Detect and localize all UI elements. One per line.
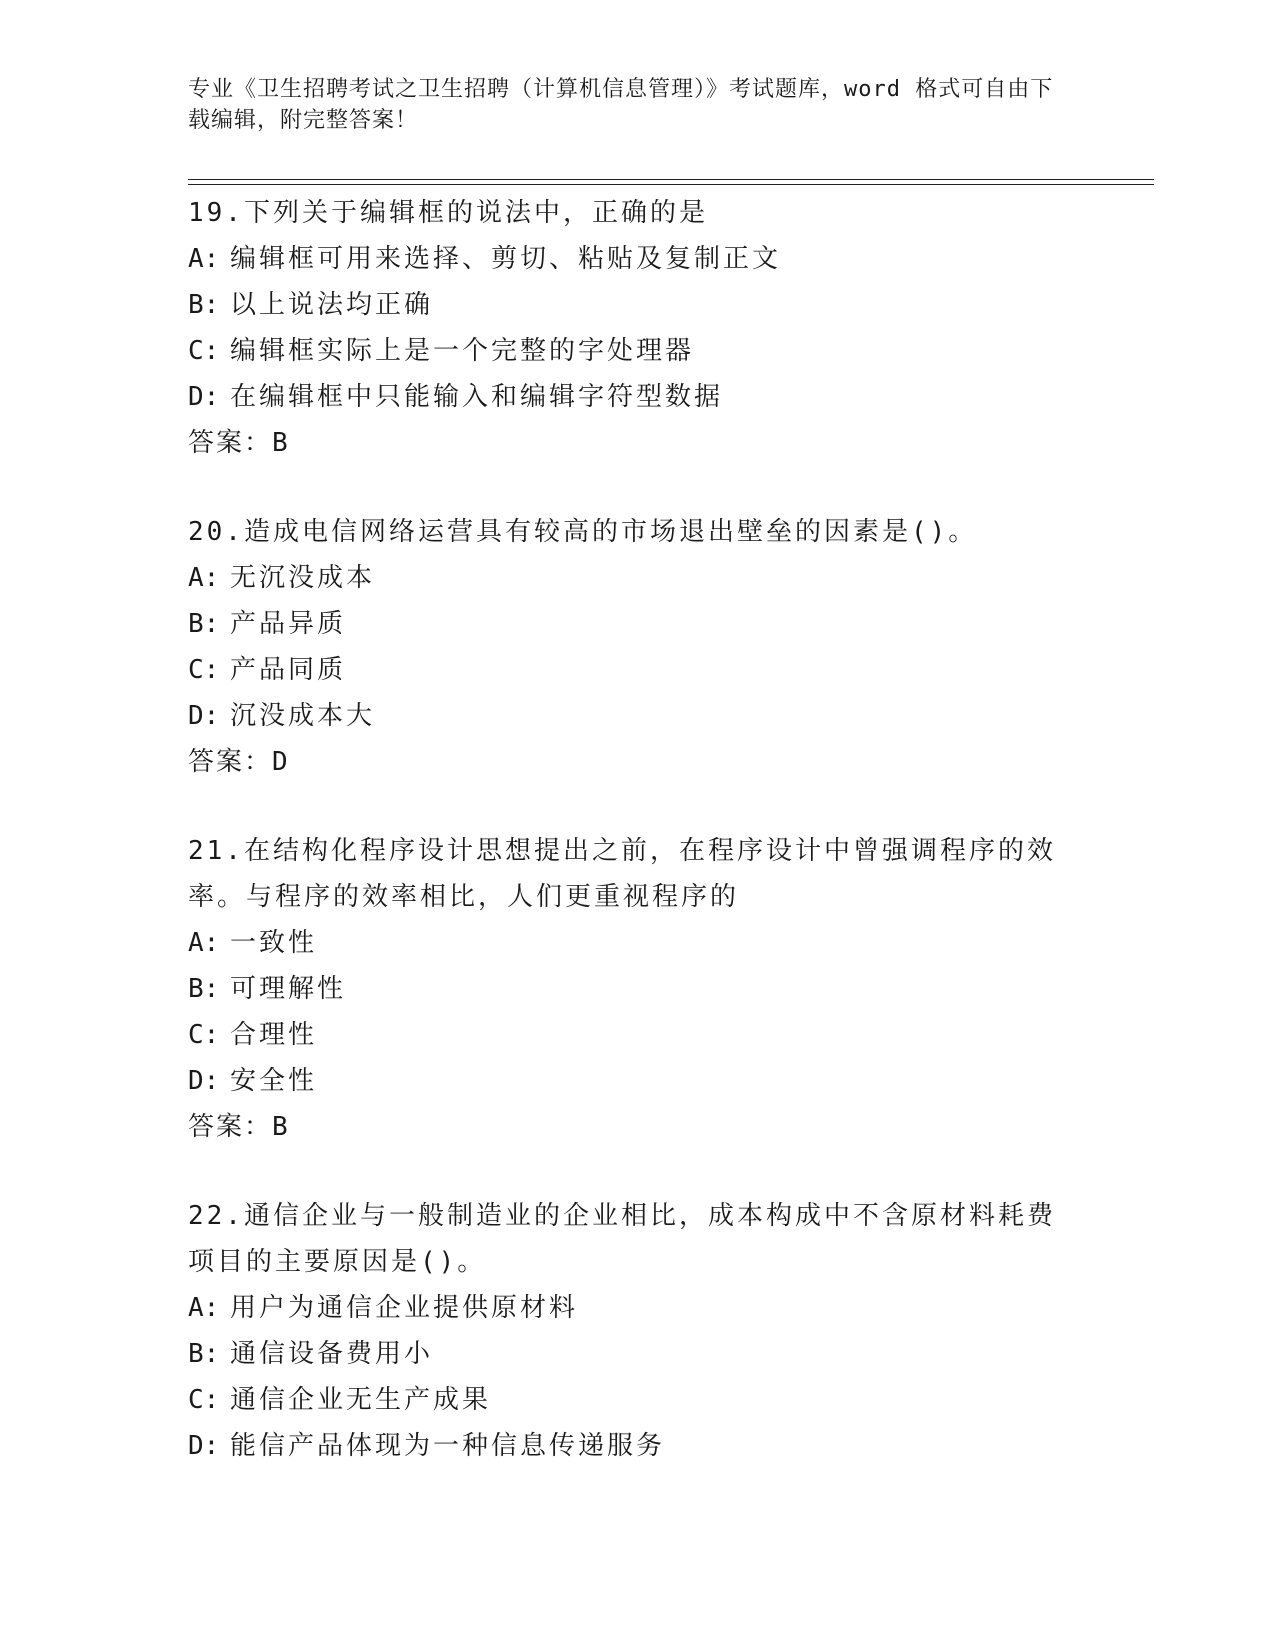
option-text: 产品同质 bbox=[230, 655, 347, 685]
option-letter: B: bbox=[188, 609, 220, 639]
option-letter: A: bbox=[188, 563, 220, 593]
option-letter: C: bbox=[188, 336, 220, 366]
option-d bbox=[188, 693, 1088, 739]
option-d bbox=[188, 374, 1088, 420]
option-letter: D: bbox=[188, 701, 220, 731]
question-22 bbox=[188, 1193, 1088, 1469]
option-a bbox=[188, 920, 1088, 966]
header-divider-bottom bbox=[188, 184, 1154, 185]
option-text: 产品异质 bbox=[230, 609, 347, 639]
option-a bbox=[188, 1285, 1088, 1331]
option-b bbox=[188, 966, 1088, 1012]
option-letter: C: bbox=[188, 655, 220, 685]
question-stem: 20.造成电信网络运营具有较高的市场退出壁垒的因素是()。 bbox=[188, 517, 978, 547]
option-letter: D: bbox=[188, 1066, 220, 1096]
option-text: 用户为通信企业提供原材料 bbox=[230, 1293, 579, 1323]
option-c bbox=[188, 328, 1088, 374]
option-letter: D: bbox=[188, 1431, 220, 1461]
option-b bbox=[188, 282, 1088, 328]
option-a bbox=[188, 555, 1088, 601]
question-stem: 21.在结构化程序设计思想提出之前，在程序设计中曾强调程序的效率。与程序的效率相比，人们更重视程序的 bbox=[188, 836, 1056, 912]
question-20 bbox=[188, 509, 1088, 785]
answer-line: 答案：D bbox=[188, 747, 290, 777]
option-d bbox=[188, 1423, 1088, 1469]
option-text: 通信企业无生产成果 bbox=[230, 1385, 492, 1415]
option-letter: B: bbox=[188, 290, 220, 320]
option-text: 编辑框实际上是一个完整的字处理器 bbox=[230, 336, 695, 366]
option-letter: C: bbox=[188, 1385, 220, 1415]
option-a bbox=[188, 236, 1088, 282]
option-text: 合理性 bbox=[230, 1020, 318, 1050]
option-text: 能信产品体现为一种信息传递服务 bbox=[230, 1431, 666, 1461]
answer-line: 答案：B bbox=[188, 1112, 290, 1142]
option-c bbox=[188, 647, 1088, 693]
option-b bbox=[188, 601, 1088, 647]
option-letter: A: bbox=[188, 1293, 220, 1323]
option-c bbox=[188, 1377, 1088, 1423]
question-list bbox=[188, 190, 1088, 1512]
question-stem: 22.通信企业与一般制造业的企业相比，成本构成中不含原材料耗费项目的主要原因是()。 bbox=[188, 1201, 1056, 1277]
option-letter: B: bbox=[188, 974, 220, 1004]
option-text: 通信设备费用小 bbox=[230, 1339, 434, 1369]
option-letter: A: bbox=[188, 244, 220, 274]
header-divider-top bbox=[188, 179, 1154, 180]
option-text: 在编辑框中只能输入和编辑字符型数据 bbox=[230, 382, 724, 412]
option-letter: B: bbox=[188, 1339, 220, 1369]
option-letter: C: bbox=[188, 1020, 220, 1050]
question-21 bbox=[188, 828, 1088, 1150]
question-19 bbox=[188, 190, 1088, 466]
option-letter: D: bbox=[188, 382, 220, 412]
question-stem: 19.下列关于编辑框的说法中，正确的是 bbox=[188, 198, 708, 228]
document-header: 专业《卫生招聘考试之卫生招聘（计算机信息管理）》考试题库，word 格式可自由下载编辑，附完整答案！ bbox=[188, 77, 1054, 133]
option-text: 安全性 bbox=[230, 1066, 318, 1096]
option-text: 一致性 bbox=[230, 928, 318, 958]
option-text: 编辑框可用来选择、剪切、粘贴及复制正文 bbox=[230, 244, 782, 274]
option-letter: A: bbox=[188, 928, 220, 958]
option-text: 沉没成本大 bbox=[230, 701, 376, 731]
option-c bbox=[188, 1012, 1088, 1058]
option-text: 可理解性 bbox=[230, 974, 347, 1004]
option-d bbox=[188, 1058, 1088, 1104]
option-text: 无沉没成本 bbox=[230, 563, 376, 593]
answer-line: 答案：B bbox=[188, 428, 290, 458]
option-b bbox=[188, 1331, 1088, 1377]
option-text: 以上说法均正确 bbox=[230, 290, 434, 320]
